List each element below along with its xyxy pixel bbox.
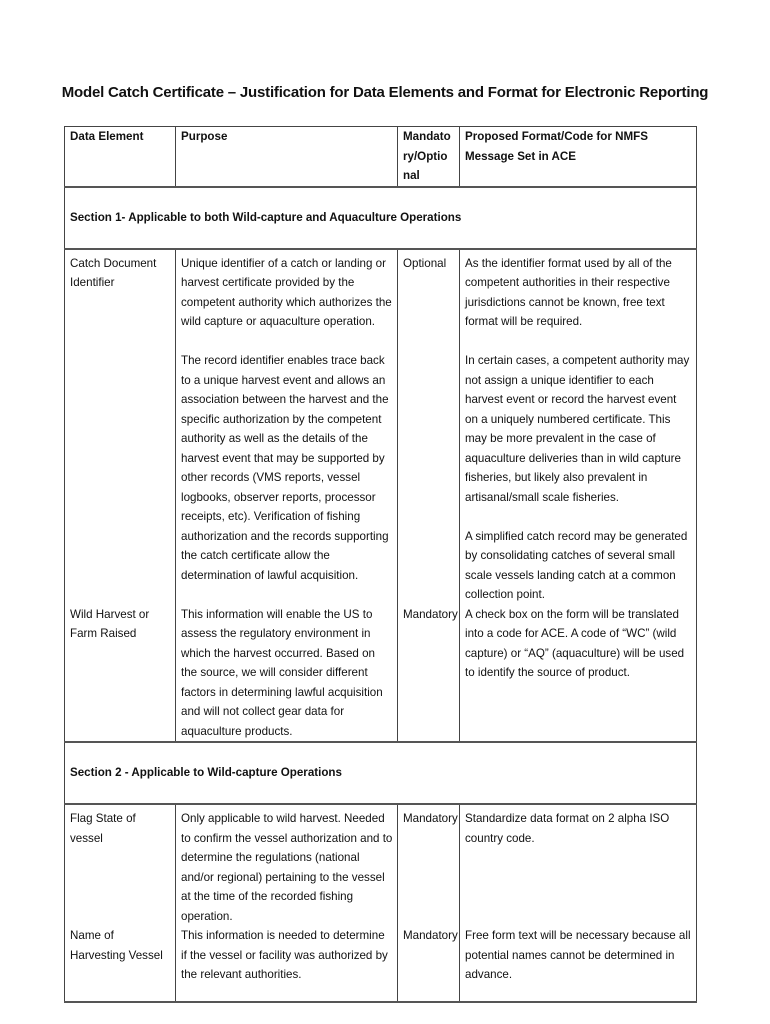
- format-cell: [460, 926, 697, 1002]
- element-cell: [65, 804, 176, 926]
- purpose-cell: [176, 926, 398, 1002]
- purpose-text: This information is needed to determine if the vessel or facility was authorized by the relevant authorities.: [181, 929, 388, 981]
- element-cell: [65, 249, 176, 605]
- purpose-cell: [176, 804, 398, 926]
- mandatory-cell: [398, 249, 460, 605]
- header-format: Proposed Format/Code for NMFS Message Set in ACE: [460, 127, 697, 187]
- table-header-row: [65, 127, 697, 187]
- format-cell: [460, 804, 697, 926]
- element-cell: [65, 926, 176, 1002]
- header-data-element: Data Element: [65, 127, 176, 187]
- format-text: Standardize data format on 2 alpha ISO country code.: [465, 812, 670, 845]
- section-2-title: Section 2 - Applicable to Wild-capture Operations: [65, 742, 697, 804]
- purpose-text: This information will enable the US to assess the regulatory environment in which the harvest occurred. Based on the source, we will consider different factors in determining lawful acquisition and will not collect gear data for aquaculture products.: [181, 607, 383, 738]
- format-text: A check box on the form will be translated into a code for ACE. A code of “WC” (wild capture) or “AQ” (aquaculture) will be used to identify the source of product.: [465, 607, 685, 679]
- element-cell: [65, 605, 176, 743]
- section-1-title: Section 1- Applicable to both Wild-capture and Aquaculture Operations: [65, 187, 697, 249]
- data-elements-table: [64, 126, 697, 1003]
- purpose-text: The record identifier enables trace back to a unique harvest event and allows an association between the harvest and the specific authorization by the competent authority as well as the details of the harvest event that may be supported by other records (VMS reports, vessel logbooks, observer reports, processor receipts, etc). Verification of fishing authorization and the records supporting the catch certificate allow the determination of lawful acquisition.: [181, 354, 389, 582]
- mandatory-cell: [398, 804, 460, 926]
- header-purpose: Purpose: [176, 127, 398, 187]
- table-row: [65, 249, 697, 605]
- purpose-text: Unique identifier of a catch or landing or harvest certificate provided by the competent authority which authorizes the wild capture or aquaculture operation.: [181, 256, 392, 328]
- element-text: Name of Harvesting Vessel: [70, 929, 163, 962]
- element-text: Catch Document Identifier: [70, 256, 157, 289]
- element-text: Wild Harvest or Farm Raised: [70, 607, 150, 640]
- format-cell: [460, 605, 697, 743]
- purpose-cell: [176, 605, 398, 743]
- mandatory-cell: [398, 926, 460, 1002]
- format-text: As the identifier format used by all of the competent authorities in their respective jurisdictions cannot be known, free text format will be required.: [465, 256, 672, 328]
- mandatory-text: Optional: [403, 256, 447, 270]
- mandatory-text: Mandatory: [403, 607, 458, 621]
- document-title: Model Catch Certificate – Justification for Data Elements and Format for Electronic Reporting: [61, 84, 709, 101]
- format-cell: [460, 249, 697, 605]
- mandatory-text: Mandatory: [403, 929, 458, 942]
- table-row: [65, 804, 697, 926]
- table-row: [65, 926, 697, 1002]
- format-text: Free form text will be necessary because all potential names cannot be determined in advance.: [465, 929, 691, 981]
- section-1-row: [65, 187, 697, 249]
- section-2-row: [65, 742, 697, 804]
- format-text: A simplified catch record may be generated by consolidating catches of several small scale vessels landing catch at a common collection point.: [465, 529, 688, 601]
- header-mandatory: Mandato ry/Optio nal: [398, 127, 460, 187]
- element-text: Flag State of vessel: [70, 812, 136, 845]
- format-text: In certain cases, a competent authority may not assign a unique identifier to each harvest event or record the harvest event on a uniquely numbered certificate. This may be more prevalent in the case of aquaculture deliveries than in wild capture fisheries, but likely also prevalent in artisanal/small scale fisheries.: [465, 354, 690, 504]
- purpose-text: Only applicable to wild harvest. Needed to confirm the vessel authorization and to determine the regulations (national and/or regional) pertaining to the vessel at the time of the recorded fishing operation.: [181, 812, 393, 923]
- purpose-cell: [176, 249, 398, 605]
- table-row: [65, 605, 697, 743]
- mandatory-text: Mandatory: [403, 812, 458, 825]
- mandatory-cell: [398, 605, 460, 743]
